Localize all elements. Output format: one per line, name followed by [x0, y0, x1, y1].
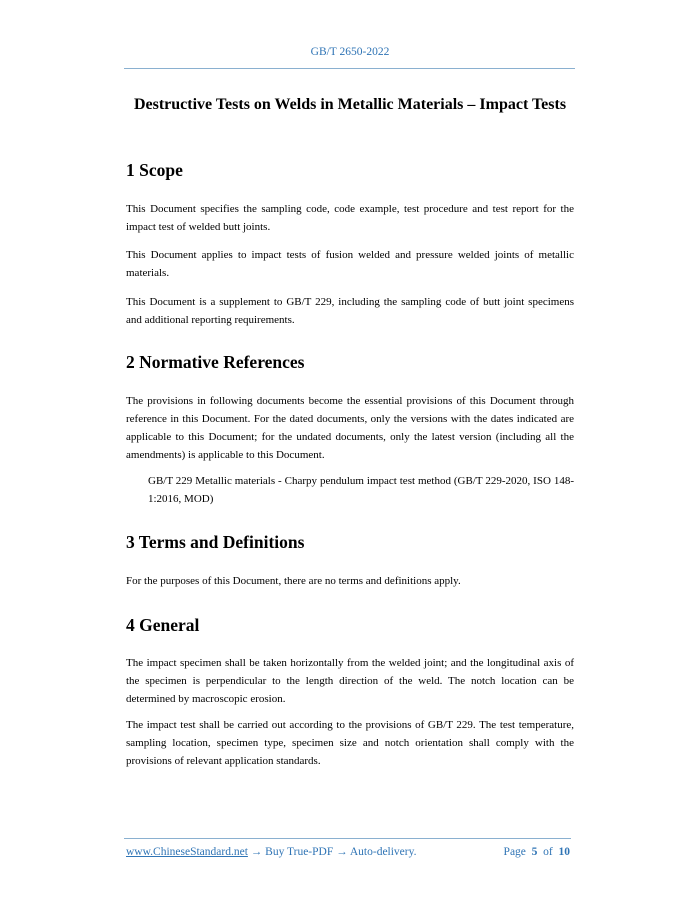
- page-total: 10: [558, 846, 570, 858]
- section-heading-scope: 1 Scope: [126, 160, 183, 180]
- general-paragraph-2: The impact test shall be carried out according to the provisions of GB/T 229. The test temperature, sampling location, specimen type, specimen size and notch orientation shall comply with the provisions of relevant application standards.: [126, 719, 574, 767]
- terms-paragraph-1: For the purposes of this Document, there are no terms and definitions apply.: [126, 575, 461, 587]
- arrow-right-icon: →: [336, 846, 348, 858]
- document-title: Destructive Tests on Welds in Metallic Materials – Impact Tests: [133, 96, 567, 113]
- footer-site-link[interactable]: www.ChineseStandard.net: [126, 846, 248, 858]
- footer-divider: [124, 838, 571, 839]
- footer-buy-text: Buy True-PDF: [265, 846, 334, 858]
- scope-paragraph-1: This Document specifies the sampling code, code example, test procedure and test report for the impact test of welded butt joints.: [126, 203, 574, 233]
- page-indicator: [504, 846, 570, 858]
- normative-paragraph-1: The provisions in following documents become the essential provisions of this Document through reference in this Document. For the dated documents, only the versions with the dates indicated are applicable to this Document; for the undated documents, only the latest version (including all the amendments) is applicable to this Document.: [126, 395, 574, 461]
- section-heading-normative-references: 2 Normative References: [126, 352, 305, 372]
- normative-reference-gbt229: GB/T 229 Metallic materials - Charpy pendulum impact test method (GB/T 229-2020, ISO 148-1:2016, MOD): [148, 475, 574, 505]
- page-label: Page: [503, 846, 526, 858]
- footer-delivery-text: Auto-delivery.: [349, 846, 417, 858]
- arrow-right-icon: →: [250, 846, 263, 858]
- header-divider: [124, 68, 575, 69]
- scope-paragraph-3: This Document is a supplement to GB/T 229, including the sampling code of butt joint specimens and additional reporting requirements.: [126, 296, 574, 326]
- header-standard-code: GB/T 2650-2022: [310, 46, 390, 58]
- page-of: of: [543, 846, 553, 858]
- footer-promo: [126, 846, 417, 858]
- section-heading-terms-definitions: 3 Terms and Definitions: [126, 532, 305, 552]
- scope-paragraph-2: This Document applies to impact tests of fusion welded and pressure welded joints of metallic materials.: [126, 249, 574, 279]
- general-paragraph-1: The impact specimen shall be taken horizontally from the welded joint; and the longitudinal axis of the specimen is perpendicular to the length direction of the weld. The notch location can be determined by macroscopic erosion.: [126, 657, 574, 705]
- section-heading-general: 4 General: [126, 615, 200, 635]
- page-current: 5: [531, 846, 538, 858]
